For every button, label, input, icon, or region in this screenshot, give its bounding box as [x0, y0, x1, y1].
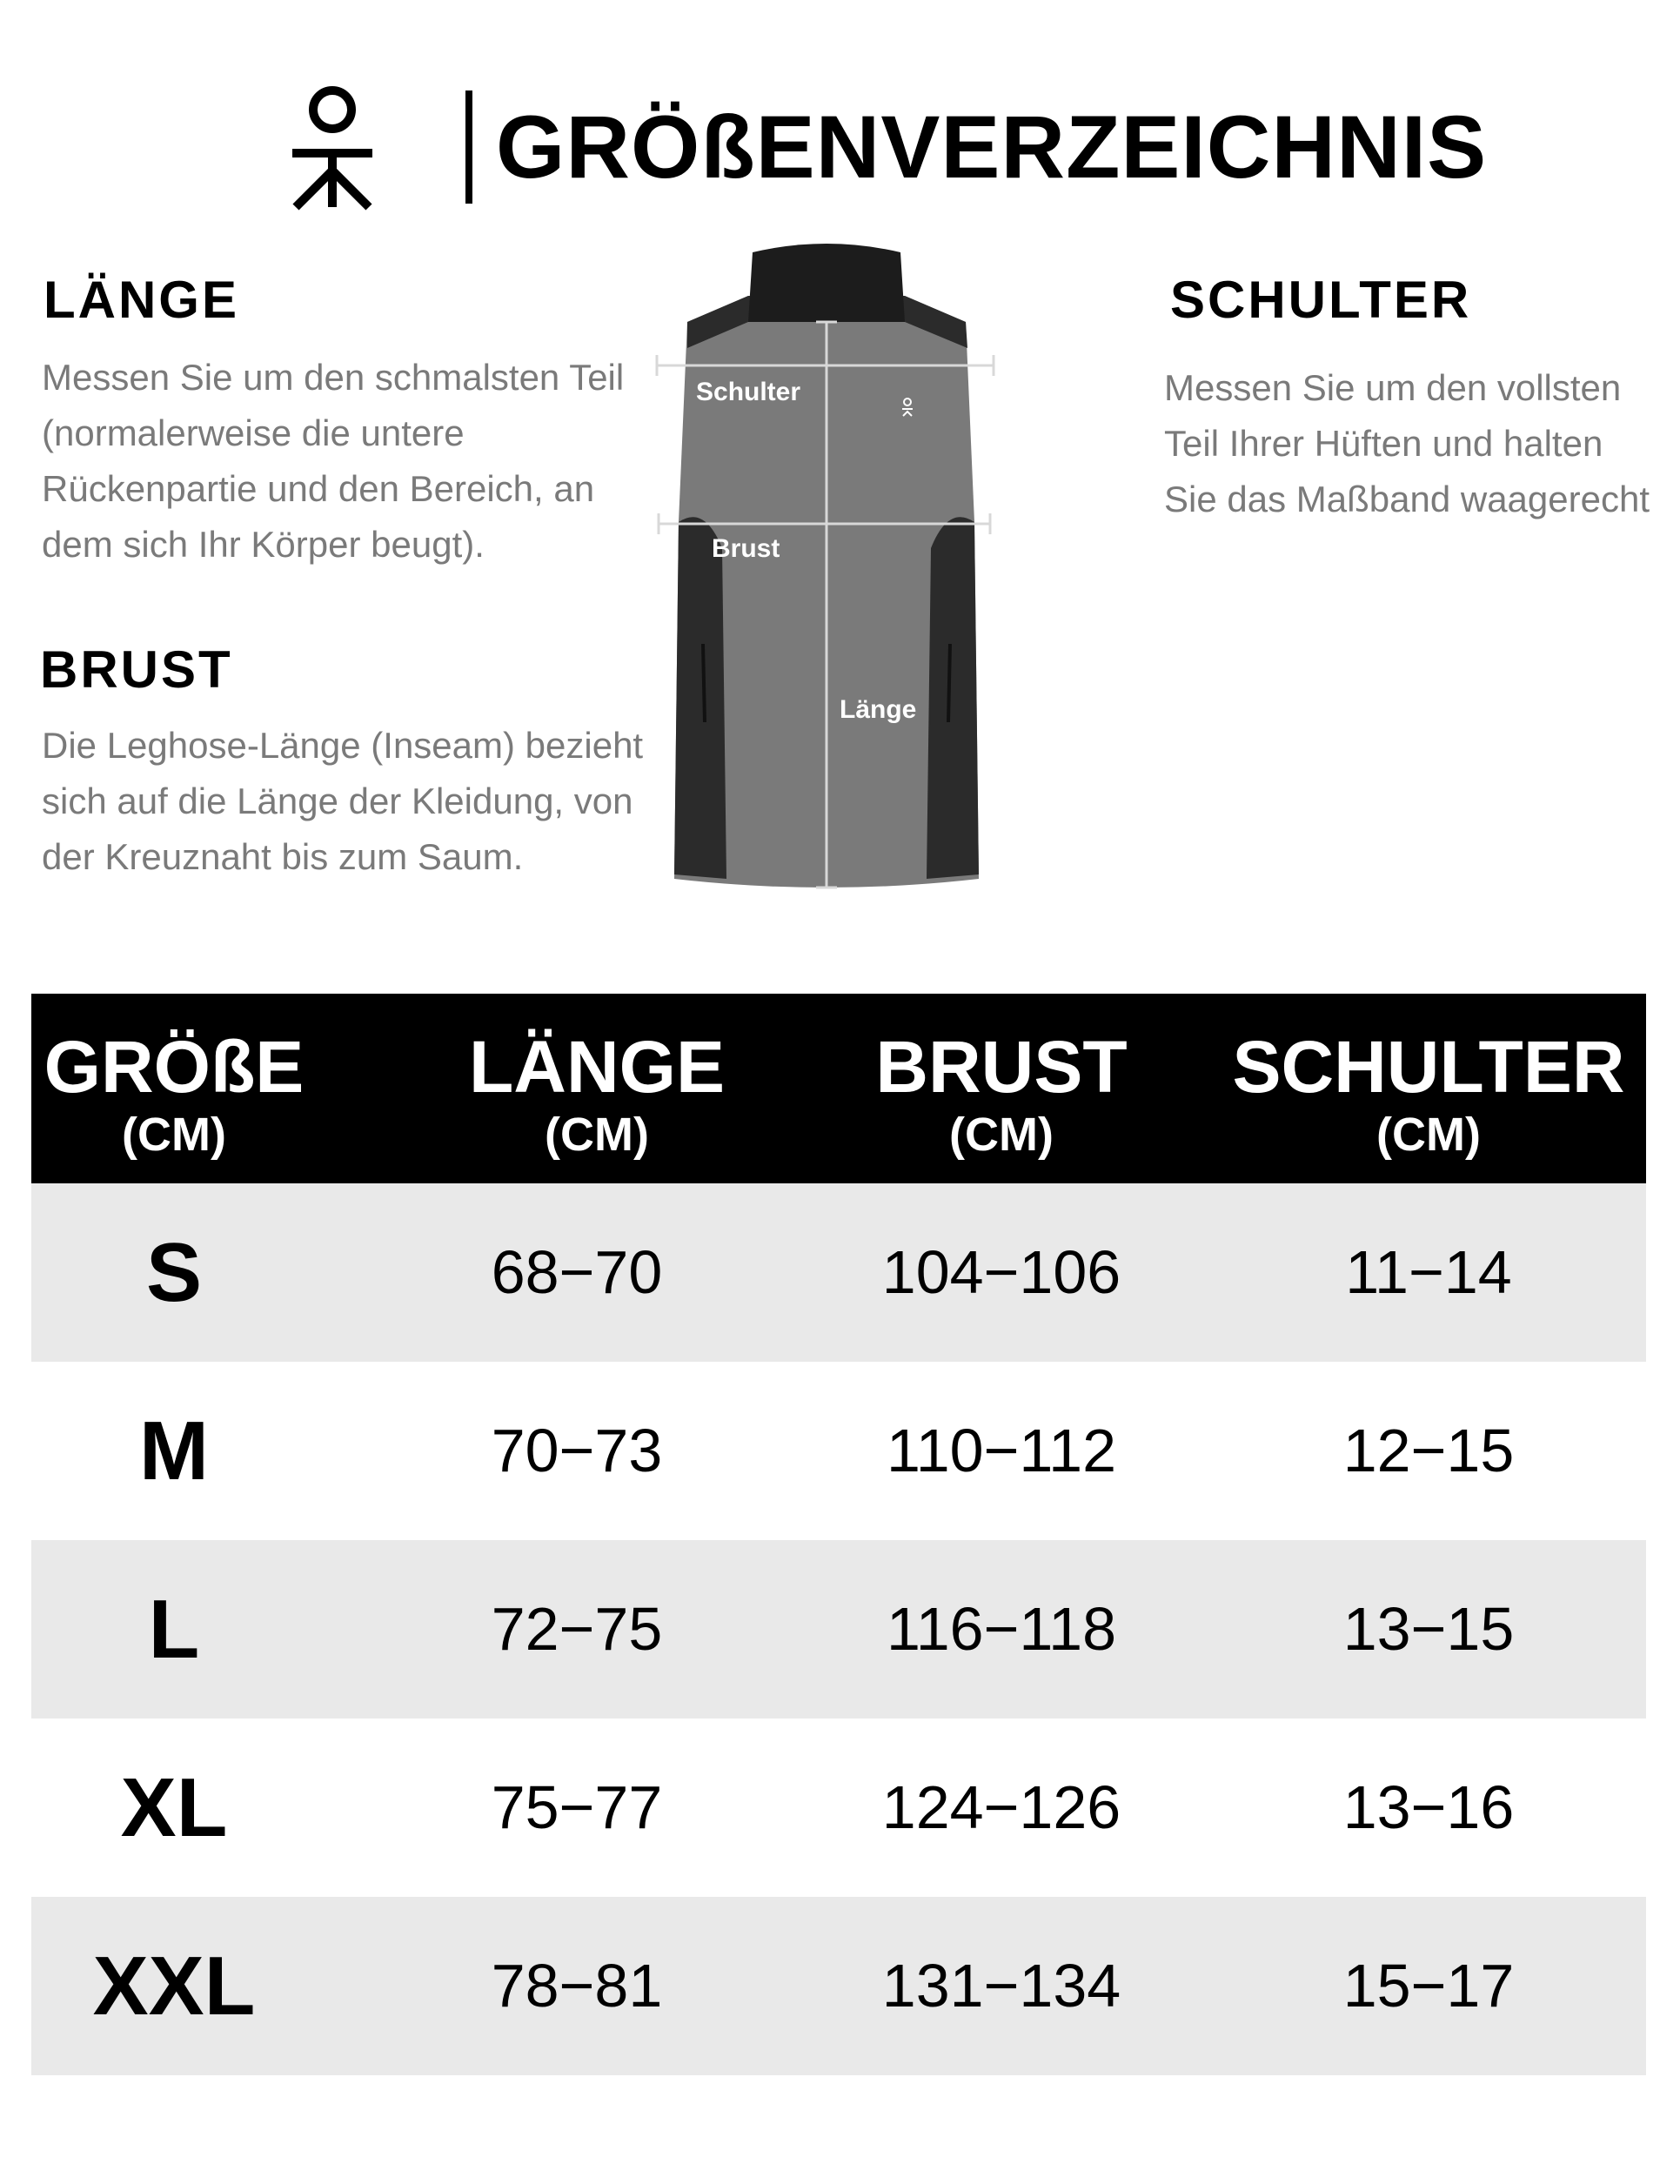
schulter-cell: 11−14 [1345, 1238, 1512, 1306]
size-cell: L [148, 1583, 200, 1676]
schulter-cell: 15−17 [1342, 1952, 1515, 2020]
size-table [31, 994, 1646, 2075]
vest-measurement-diagram [644, 235, 1009, 914]
size-cell: M [139, 1404, 209, 1497]
schulter-description-line: Sie das Maßband waagerecht [1164, 479, 1650, 519]
size-table-header [31, 994, 1646, 1183]
brust-cell: 116−118 [886, 1595, 1117, 1663]
laenge-cell: 70−73 [491, 1417, 663, 1484]
laenge-cell: 78−81 [491, 1952, 663, 2020]
page-title: GRÖßENVERZEICHNIS [496, 97, 1488, 197]
brust-heading: BRUST [40, 640, 233, 699]
schulter-heading: SCHULTER [1170, 271, 1472, 329]
size-cell: XL [120, 1761, 228, 1854]
table-row [31, 1718, 1646, 1897]
brust-cell: 110−112 [886, 1417, 1117, 1484]
laenge-cell: 75−77 [491, 1773, 663, 1841]
column-header-groesse: GRÖßE (CM) [44, 1026, 305, 1161]
size-cell: XXL [92, 1939, 256, 2033]
schulter-description [1164, 360, 1680, 527]
vest-pocket-right [948, 644, 950, 722]
column-header-schulter: SCHULTER (CM) [1232, 1026, 1625, 1161]
laenge-cell: 72−75 [491, 1595, 663, 1663]
brust-cell: 124−126 [881, 1773, 1121, 1841]
brust-description: Die Leghose-Länge (Inseam) bezieht sich auf die Länge der Kleidung, von der Kreuznaht bis zum Saum. [42, 725, 644, 877]
column-header-brust: BRUST (CM) [875, 1026, 1128, 1161]
table-row [31, 1362, 1646, 1540]
schulter-description-line: Messen Sie um den vollsten [1164, 367, 1622, 408]
vest-side-panel-left [674, 517, 726, 879]
laenge-cell: 68−70 [491, 1238, 663, 1306]
vest-collar [748, 244, 905, 322]
schulter-cell: 12−15 [1342, 1417, 1515, 1484]
brust-diagram-label: Brust [712, 534, 780, 563]
laenge-description: Messen Sie um den schmalsten Teil (normalerweise die untere Rückenpartie und den Bereich, an dem sich Ihr Körper beugt). [42, 357, 625, 565]
vest-side-panel-right [927, 517, 979, 879]
title-divider [465, 90, 472, 204]
schulter-cell: 13−16 [1342, 1773, 1515, 1841]
table-row [31, 1540, 1646, 1718]
schulter-diagram-label: Schulter [696, 378, 801, 406]
schulter-cell: 13−15 [1342, 1595, 1515, 1663]
brust-cell: 104−106 [881, 1238, 1121, 1306]
table-row [31, 1897, 1646, 2075]
schulter-description-line: Teil Ihrer Hüften und halten [1164, 423, 1603, 464]
table-row [31, 1183, 1646, 1362]
brand-logo-icon [289, 84, 376, 212]
vest-pocket-left [703, 644, 705, 722]
laenge-heading: LÄNGE [44, 271, 239, 329]
column-header-laenge: LÄNGE (CM) [469, 1026, 725, 1161]
size-cell: S [145, 1226, 203, 1319]
brust-cell: 131−134 [881, 1952, 1121, 2020]
laenge-diagram-label: Länge [840, 695, 917, 724]
